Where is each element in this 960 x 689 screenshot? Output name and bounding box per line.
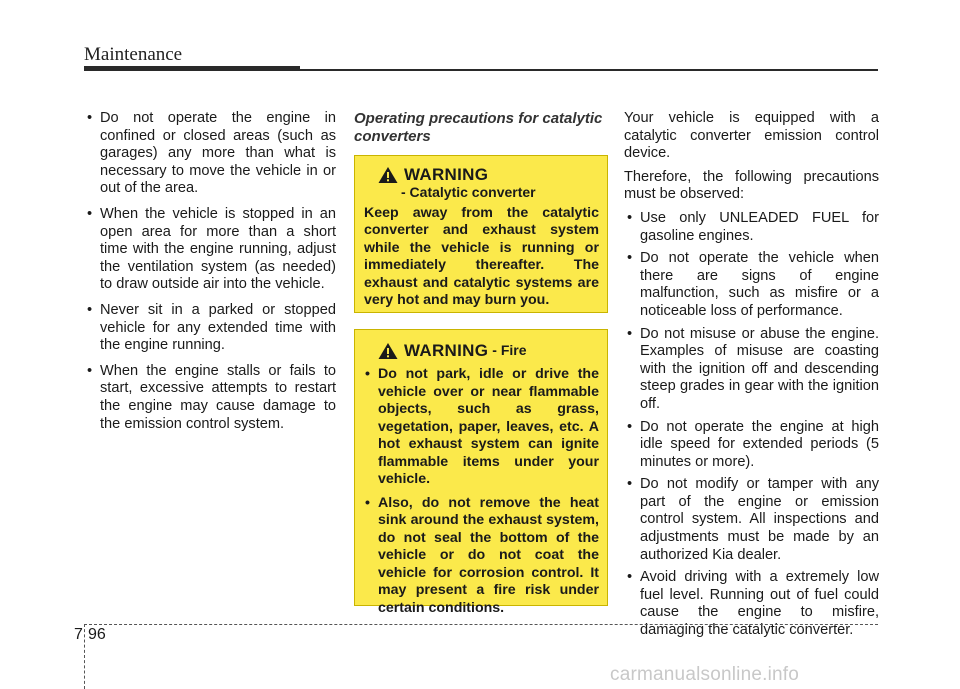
warning-subheading: - Fire <box>492 342 527 359</box>
list-item: • Do not misuse or abuse the engine. Examples of misuse are coasting with the ignition off and descending steep grades in gear with the ignition off. <box>624 326 879 414</box>
list-item: • Do not operate the vehicle when there are signs of engine malfunction, such as misfire or a noticeable loss of performance. <box>624 250 879 320</box>
intro-paragraph: Therefore, the following precautions must be observed: <box>624 168 879 203</box>
intro-paragraph: Your vehicle is equipped with a catalytic converter emission control device. <box>624 110 879 162</box>
warning-label: WARNING <box>404 341 489 361</box>
list-item: • Do not modify or tamper with any part of the engine or emission control system. All inspections and adjustments must be made by an authorized Kia dealer. <box>624 476 879 564</box>
footer-divider <box>84 624 85 689</box>
list-item: • Do not operate the engine in confined or closed areas (such as garages) any more than what is necessary to move the vehicle in or out of the area. <box>84 110 336 198</box>
warning-bullet-list <box>364 366 599 617</box>
warning-triangle-icon <box>378 342 398 360</box>
page-title: Maintenance <box>84 44 183 65</box>
list-item: • When the engine stalls or fails to start, excessive attempts to restart the engine may cause damage to the emission control system. <box>84 363 336 433</box>
list-item: • Never sit in a parked or stopped vehicle for any extended time with the engine running. <box>84 302 336 355</box>
list-item: • Use only UNLEADED FUEL for gasoline engines. <box>624 210 879 245</box>
warning-subheading: - Catalytic converter <box>401 184 536 200</box>
warning-triangle-icon <box>378 166 398 184</box>
left-column <box>84 110 336 441</box>
footer-rule <box>84 624 878 625</box>
middle-column <box>354 110 608 616</box>
list-item: • Also, do not remove the heat sink around the exhaust system, do not seal the bottom of the vehicle or do not coat the vehicle for corrosion control. It may present a fire risk under certain conditions. <box>364 495 599 618</box>
watermark: carmanualsonline.info <box>610 664 800 685</box>
list-item: • When the vehicle is stopped in an open area for more than a short time with the engine running, adjust the ventilation system (as needed) to draw outside air into the vehicle. <box>84 206 336 294</box>
warning-heading <box>378 166 599 184</box>
list-item: • Avoid driving with a extremely low fuel level. Running out of fuel could cause the engine to misfire, damaging the catalytic converter. <box>624 569 879 639</box>
header-rule-thick <box>84 66 300 71</box>
right-column <box>624 110 879 645</box>
list-item: • Do not park, idle or drive the vehicle over or near flammable objects, such as grass, vegetation, paper, leaves, etc. A hot exhaust system can ignite flammable items under your vehicle. <box>364 366 599 489</box>
warning-text: Keep away from the catalytic converter and exhaust system while the vehicle is running or immediately thereafter. The exhaust and catalytic systems are very hot and may burn you. <box>364 204 599 308</box>
warning-box-fire <box>354 329 608 616</box>
section-title: Operating precautions for catalytic converters <box>354 110 603 145</box>
left-bullet-list <box>84 110 336 433</box>
list-item: • Do not operate the engine at high idle speed for extended periods (5 minutes or more). <box>624 419 879 472</box>
warning-heading <box>378 342 599 360</box>
page-number: 96 <box>88 626 106 643</box>
right-bullet-list <box>624 210 879 640</box>
warning-label: WARNING <box>404 165 489 185</box>
warning-box-catalytic <box>354 155 608 313</box>
chapter-number: 7 <box>74 626 83 643</box>
header-rule-thin <box>300 69 878 71</box>
